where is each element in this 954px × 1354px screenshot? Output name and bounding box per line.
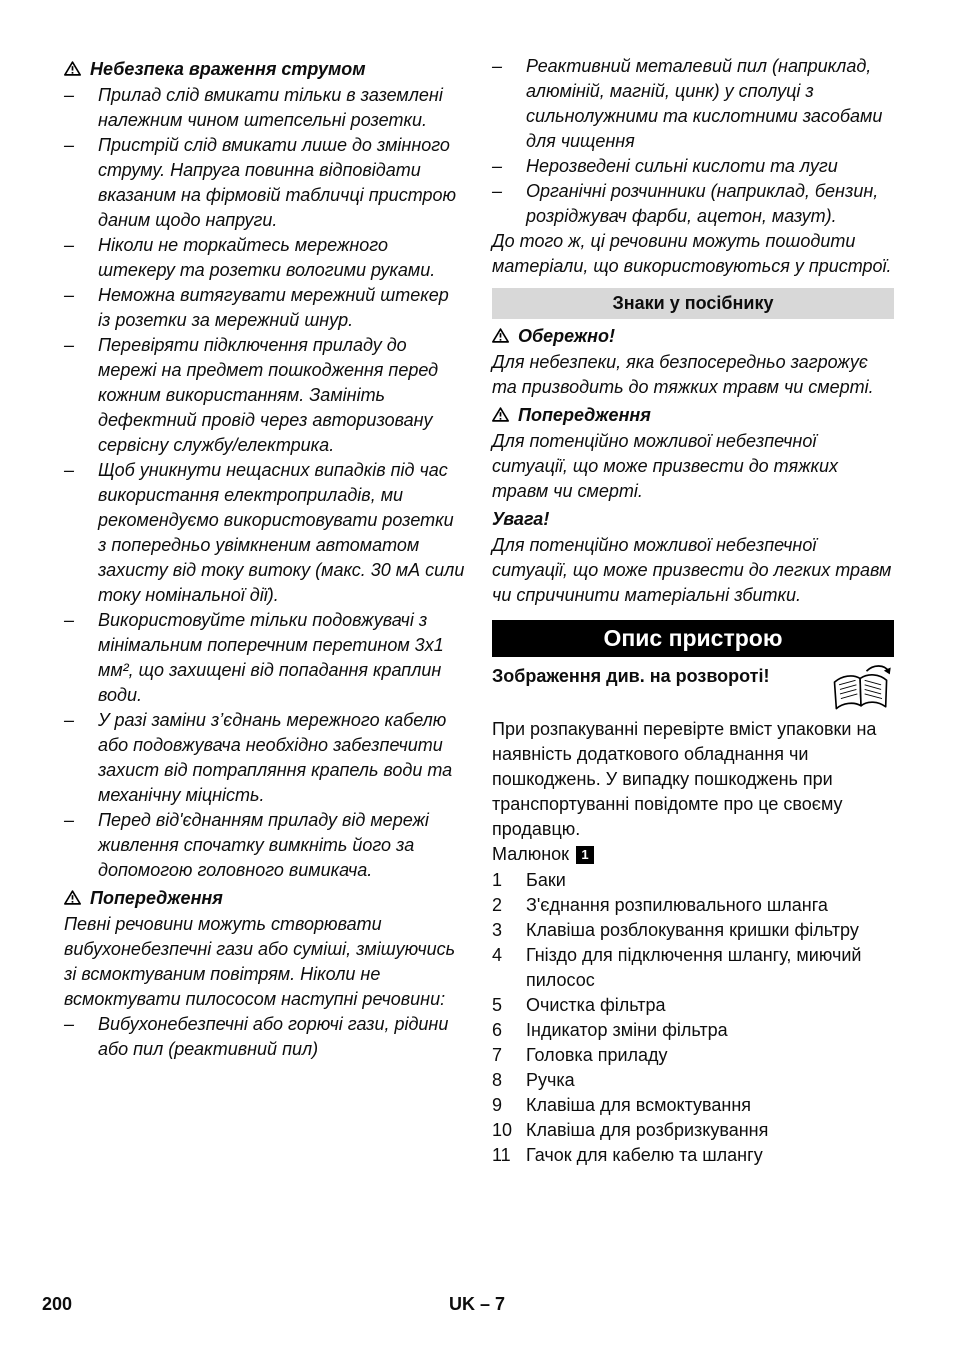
- hazard-list-item: [64, 283, 466, 333]
- parts-list-text: Гніздо для підключення шлангу, миючий пилосос: [526, 945, 862, 990]
- list-item-text: Ніколи не торкайтесь мережного штекеру та розетки вологими руками.: [98, 235, 436, 280]
- page-number: 200: [42, 1294, 73, 1314]
- list-item-text: Використовуйте тільки подовжувачі з мінімальним поперечним перетином 3х1 мм², що захищені від попадання краплин води.: [98, 610, 444, 705]
- overleaf-note: [492, 664, 894, 717]
- list-item-text: У разі заміни з’єднань мережного кабелю або подовжувача необхідно забезпечити захист від потрапляння крапель води та механічну міцність.: [98, 710, 453, 805]
- right-column: [492, 54, 894, 1168]
- hazard-list-item: [64, 83, 466, 133]
- parts-list-item: [492, 918, 894, 943]
- parts-list-item: [492, 1093, 894, 1118]
- hazard-list-item: [64, 608, 466, 708]
- list-item-text: Щоб уникнути нещасних випадків під час використання електроприладів, ми рекомендуємо використовувати розетки з попередньо увімкненим автоматом захисту від току витоку (макс. 30 мА сили току номінальної дії).: [98, 460, 465, 605]
- parts-list-item: [492, 1043, 894, 1068]
- warning-triangle-icon: [64, 61, 81, 76]
- parts-list-text: Ручка: [526, 1070, 575, 1090]
- list-item-text: Перед від'єднанням приладу від мережі живлення спочатку вимкніть його за допомогою головного вимикача.: [98, 810, 429, 880]
- heading-text: Обережно!: [518, 326, 616, 346]
- notice-heading: [492, 507, 894, 532]
- list-dash-marker: –: [64, 810, 75, 830]
- hazard-list-item: [492, 154, 894, 179]
- body-paragraph: До того ж, ці речовини можуть пошодити матеріали, що використовуються у пристрої.: [492, 231, 892, 276]
- parts-list-number: 5: [492, 995, 503, 1015]
- list-item-text: Вибухонебезпечні або горючі гази, рідини або пил (реактивний пил): [98, 1014, 449, 1059]
- hazard-list-item: [64, 233, 466, 283]
- parts-list-item: [492, 1018, 894, 1043]
- heading-text: Попередження: [518, 405, 651, 425]
- warning-triangle-icon: [64, 890, 81, 905]
- list-dash-marker: –: [64, 85, 75, 105]
- parts-list-item: [492, 893, 894, 918]
- list-item-text: Пристрій слід вмикати лише до змінного струму. Напруга повинна відповідати вказаним на фірмовій табличці пристрою даним щодо напруги.: [98, 135, 457, 230]
- subsection-header: Знаки у посібнику: [492, 288, 894, 319]
- figure-label: Малюнок: [492, 844, 570, 864]
- parts-list-text: Гачок для кабелю та шлангу: [526, 1145, 763, 1165]
- left-column: [64, 54, 466, 1168]
- parts-list-item: [492, 1068, 894, 1093]
- warning-heading: [492, 403, 894, 428]
- overleaf-note-text: Зображення див. на розвороті!: [492, 666, 770, 686]
- list-dash-marker: –: [64, 710, 75, 730]
- hazard-list-item: [492, 54, 894, 154]
- list-item-text: Нерозведені сильні кислоти та луги: [526, 156, 838, 176]
- parts-list-item: [492, 1143, 894, 1168]
- parts-list-text: Клавіша для всмоктування: [526, 1095, 752, 1115]
- warning-heading: [492, 324, 894, 349]
- page-footer: [0, 1292, 954, 1318]
- parts-list-number: 9: [492, 1095, 503, 1115]
- parts-list-text: Індикатор зміни фільтра: [526, 1020, 728, 1040]
- warning-heading: [64, 886, 466, 911]
- list-dash-marker: –: [64, 1014, 75, 1034]
- body-paragraph: Для потенційно можливої небезпечної ситуації, що може призвести до тяжких травм чи смерті.: [492, 431, 838, 501]
- list-dash-marker: –: [64, 610, 75, 630]
- parts-list-number: 4: [492, 945, 503, 965]
- figure-reference: [492, 842, 894, 867]
- hazard-list-item: [64, 333, 466, 458]
- list-dash-marker: –: [64, 135, 75, 155]
- parts-list-text: З'єднання розпилювального шланга: [526, 895, 828, 915]
- open-book-icon: [828, 662, 894, 715]
- parts-list-number: 8: [492, 1070, 503, 1090]
- list-item-text: Прилад слід вмикати тільки в заземлені належним чином штепсельні розетки.: [98, 85, 443, 130]
- list-dash-marker: –: [64, 460, 75, 480]
- list-dash-marker: –: [64, 235, 75, 255]
- parts-list-item: [492, 1118, 894, 1143]
- chapter-page-label: UK – 7: [448, 1294, 506, 1314]
- parts-list-text: Клавіша для розбризкування: [526, 1120, 769, 1140]
- parts-list-number: 2: [492, 895, 503, 915]
- body-paragraph: При розпакуванні перевірте вміст упаковки на наявність додаткового обладнання чи пошкоджень. У випадку пошкоджень при транспортуванні повідомте про це своєму продавцю.: [492, 719, 877, 839]
- hazard-list-item: [64, 708, 466, 808]
- list-dash-marker: –: [64, 285, 75, 305]
- parts-list-text: Головка приладу: [526, 1045, 668, 1065]
- parts-list-number: 6: [492, 1020, 503, 1040]
- parts-list-text: Баки: [526, 870, 566, 890]
- parts-list-item: [492, 868, 894, 893]
- body-paragraph: Для небезпеки, яка безпосередньо загрожує та призводить до тяжких травм чи смерті.: [492, 352, 874, 397]
- body-paragraph: Для потенційно можливої небезпечної ситуації, що може призвести до легких травм чи спричинити матеріальні збитки.: [492, 535, 892, 605]
- parts-list-item: [492, 943, 894, 993]
- list-item-text: Органічні розчинники (наприклад, бензин, розріджувач фарби, ацетон, мазут).: [526, 181, 879, 226]
- heading-text: Небезпека враження струмом: [90, 59, 366, 79]
- parts-list-number: 3: [492, 920, 503, 940]
- parts-list-text: Очистка фільтра: [526, 995, 666, 1015]
- parts-list-number: 7: [492, 1045, 503, 1065]
- list-dash-marker: –: [64, 335, 75, 355]
- parts-list-number: 10: [492, 1120, 513, 1140]
- list-item-text: Перевіряти підключення приладу до мережі на предмет пошкодження перед кожним використанням. Замініть дефектний провід через авторизовану сервісну службу/електрика.: [98, 335, 439, 455]
- warning-triangle-icon: [492, 328, 509, 343]
- parts-list-number: 11: [492, 1145, 511, 1165]
- heading-text: Попередження: [90, 888, 223, 908]
- list-dash-marker: –: [492, 56, 503, 76]
- parts-list-text: Клавіша розблокування кришки фільтру: [526, 920, 859, 940]
- list-item-text: Реактивний металевий пил (наприклад, алюміній, магній, цинк) у сполуці з сильнолужними та кислотними засобами для чищення: [526, 56, 883, 151]
- list-item-text: Неможна витягувати мережний штекер із розетки за мережний шнур.: [98, 285, 449, 330]
- section-title: Опис пристрою: [492, 620, 894, 657]
- warning-heading: [64, 57, 466, 82]
- body-paragraph: Певні речовини можуть створювати вибухонебезпечні гази або суміші, змішуючись зі всмоктуваним повітрям. Ніколи не всмоктувати пилососом наступні речовини:: [64, 914, 456, 1009]
- warning-triangle-icon: [492, 407, 509, 422]
- hazard-list-item: [64, 1012, 466, 1062]
- list-dash-marker: –: [492, 181, 503, 201]
- parts-list-item: [492, 993, 894, 1018]
- hazard-list-item: [64, 133, 466, 233]
- hazard-list-item: [64, 458, 466, 608]
- heading-text: Увага!: [492, 509, 550, 529]
- hazard-list-item: [64, 808, 466, 883]
- list-dash-marker: –: [492, 156, 503, 176]
- page-columns: [64, 54, 894, 1168]
- hazard-list-item: [492, 179, 894, 229]
- parts-list-number: 1: [492, 870, 503, 890]
- figure-number-badge: 1: [576, 846, 594, 864]
